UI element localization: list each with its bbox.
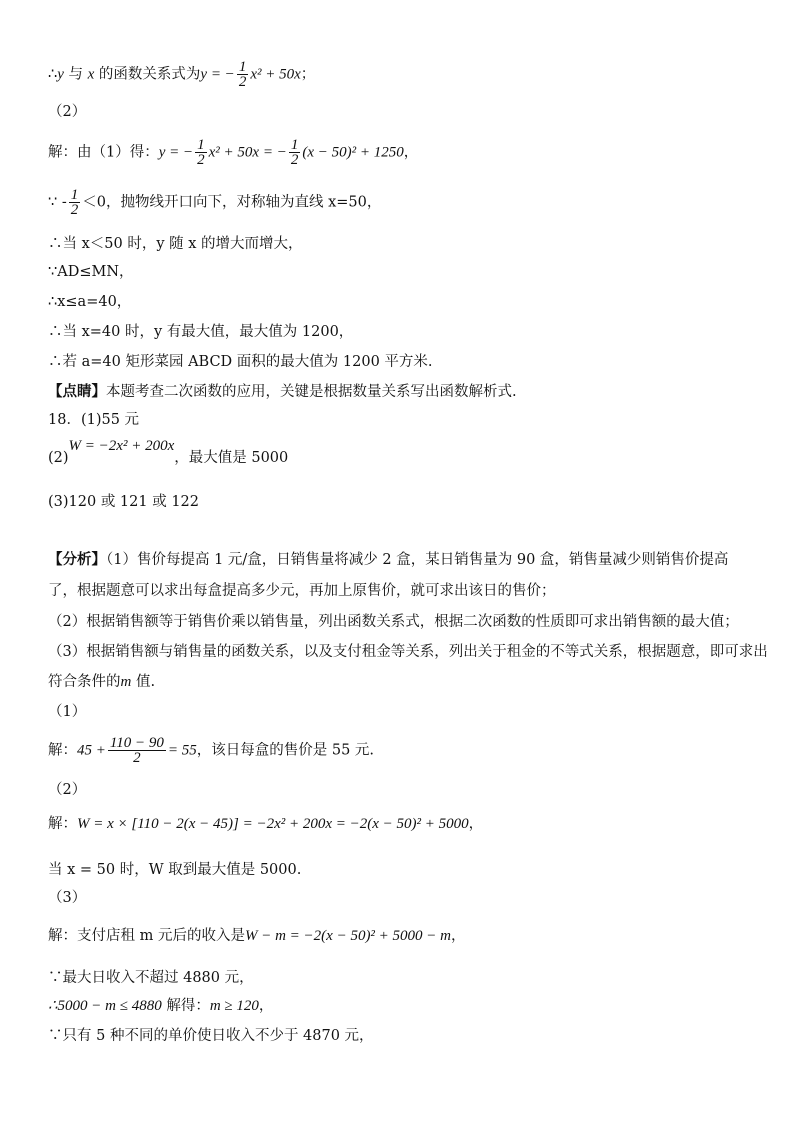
fraction-numerator: 1 [290, 137, 299, 153]
comment-text: 本题考查二次函数的应用，关键是根据数量关系写出函数解析式. [106, 384, 517, 400]
solution-3-therefore [48, 996, 273, 1016]
fraction-denominator: 2 [238, 74, 247, 90]
solution-3-pre: 解：支付店租 m 元后的收入是 [48, 928, 245, 944]
part-2-label: （2） [48, 104, 87, 120]
line-area-max: ∴若 a=40 矩形菜园 ABCD 面积的最大值为 1200 平方米. [48, 354, 433, 370]
math-part-3: (x − 50)² + 1250 [302, 144, 404, 161]
q18-answer-1: 18．(1)55 元 [48, 412, 140, 428]
q18-answer-3: (3)120 或 121 或 122 [48, 494, 200, 510]
math-part-1: y = − [158, 144, 194, 161]
comma: ， [451, 928, 466, 944]
analysis-paragraph-3b [48, 672, 155, 692]
solution-3-math: W − m = −2(x − 50)² + 5000 − m [244, 928, 452, 944]
fraction-half [69, 188, 81, 217]
analysis-paragraph-3a: （3）根据销售额与销售量的函数关系，以及支付租金等关系，列出关于租金的不等式关系，根据题意，即可求出 [48, 644, 768, 660]
math-inequality-1: ∴5000 − m ≤ 4880 [48, 998, 162, 1014]
math-tail: x² + 50x [250, 66, 301, 83]
comma: ， [258, 998, 274, 1014]
solution-2-pre: 解： [48, 816, 77, 832]
analysis-tag: 【分析】 [48, 551, 106, 568]
analysis-paragraph-2: （2）根据销售额等于销售价乘以销售量，列出函数关系式，根据二次函数的性质即可求出销售额的最大值； [48, 614, 739, 630]
line-function-relation [48, 60, 315, 89]
fraction-denominator: 2 [290, 152, 299, 168]
therefore-symbol: ∴ [48, 66, 58, 83]
comma: ， [403, 144, 419, 161]
math-eq-55: = 55 [167, 742, 197, 759]
var-x: x [87, 66, 95, 83]
solution-prefix: 解：由（1）得： [48, 144, 159, 161]
fraction-denominator: 2 [197, 152, 205, 168]
fraction-half-2 [289, 138, 301, 167]
line-ad-le-mn: ∵AD≤MN， [48, 264, 134, 280]
solution-2-line [48, 814, 483, 834]
line-x-le-a: ∴x≤a=40， [48, 294, 132, 310]
fraction-numerator: 1 [70, 187, 79, 203]
solution-3-because-2: ∵只有 5 种不同的单价使日收入不少于 4870 元， [48, 1028, 374, 1044]
fraction-110-90-over-2 [108, 736, 166, 765]
math-y-eq: y = − [200, 66, 235, 83]
analysis-3b-pre: 符合条件的 [48, 674, 121, 690]
fraction-numerator: 1 [197, 137, 205, 153]
q18-answer-2 [48, 438, 289, 466]
fraction-half [237, 60, 249, 89]
solution-3-label: （3） [48, 890, 87, 906]
analysis-3b-post: 值. [131, 674, 156, 690]
analysis-paragraph-1 [48, 544, 748, 607]
comma: ， [468, 816, 484, 832]
var-m: m [120, 674, 132, 690]
solution-2-math: W = x × [110 − 2(x − 45)] = −2x² + 200x = −2(x − 50)² + 5000 [77, 816, 469, 832]
fraction-denominator: 2 [133, 750, 141, 766]
comment-tag: 【点睛】 [48, 383, 106, 400]
semicolon: ； [300, 66, 316, 83]
solution-1-line [48, 736, 374, 765]
line-solution-vertex-form [48, 138, 418, 167]
solution-1-label: （1） [48, 704, 87, 720]
solution-3-line [48, 926, 466, 946]
math-part-2: x² + 50x = − [208, 144, 287, 161]
analysis-text-1: （1）售价每提高 1 元/盒，日销售量将减少 2 盒，某日销售量为 90 盒，销售量减少则销售价提高了，根据题意可以求出每盒提高多少元，再加上原售价，就可求出该日的售价； [48, 552, 729, 599]
because-prefix: ∵ - [48, 194, 67, 211]
text-solve: 解得： [161, 998, 210, 1014]
var-y: y [57, 66, 64, 83]
fraction-half-1 [195, 138, 207, 167]
text-relation: 的函数关系式为 [94, 66, 201, 83]
line-because-opens-down [48, 188, 381, 217]
fraction-denominator: 2 [70, 202, 79, 218]
q18-answer-2-text: ，最大值是 5000 [174, 450, 289, 466]
q18-answer-2-math: W = −2x² + 200x [68, 438, 175, 454]
fraction-numerator: 1 [238, 59, 247, 75]
comment-line [48, 382, 517, 402]
line-max-value: ∴当 x=40 时，y 有最大值，最大值为 1200， [48, 324, 354, 340]
math-inequality-2: m ≥ 120 [209, 998, 259, 1014]
because-text: ＜0，抛物线开口向下，对称轴为直线 x=50， [82, 194, 382, 211]
solution-3-because-1: ∵最大日收入不超过 4880 元， [48, 970, 254, 986]
solution-1-text: ，该日每盒的售价是 55 元. [196, 742, 375, 759]
text-and: 与 [63, 66, 88, 83]
solution-2-label: （2） [48, 782, 87, 798]
solution-1-pre: 解： [48, 742, 77, 759]
fraction-numerator: 110 − 90 [109, 735, 164, 751]
q18-answer-2-label: (2) [48, 450, 69, 466]
solution-2-when: 当 x = 50 时，W 取到最大值是 5000. [48, 862, 302, 878]
math-45-plus: 45 + [77, 742, 106, 759]
line-when-x-less-50: ∴当 x＜50 时，y 随 x 的增大而增大， [48, 236, 303, 252]
